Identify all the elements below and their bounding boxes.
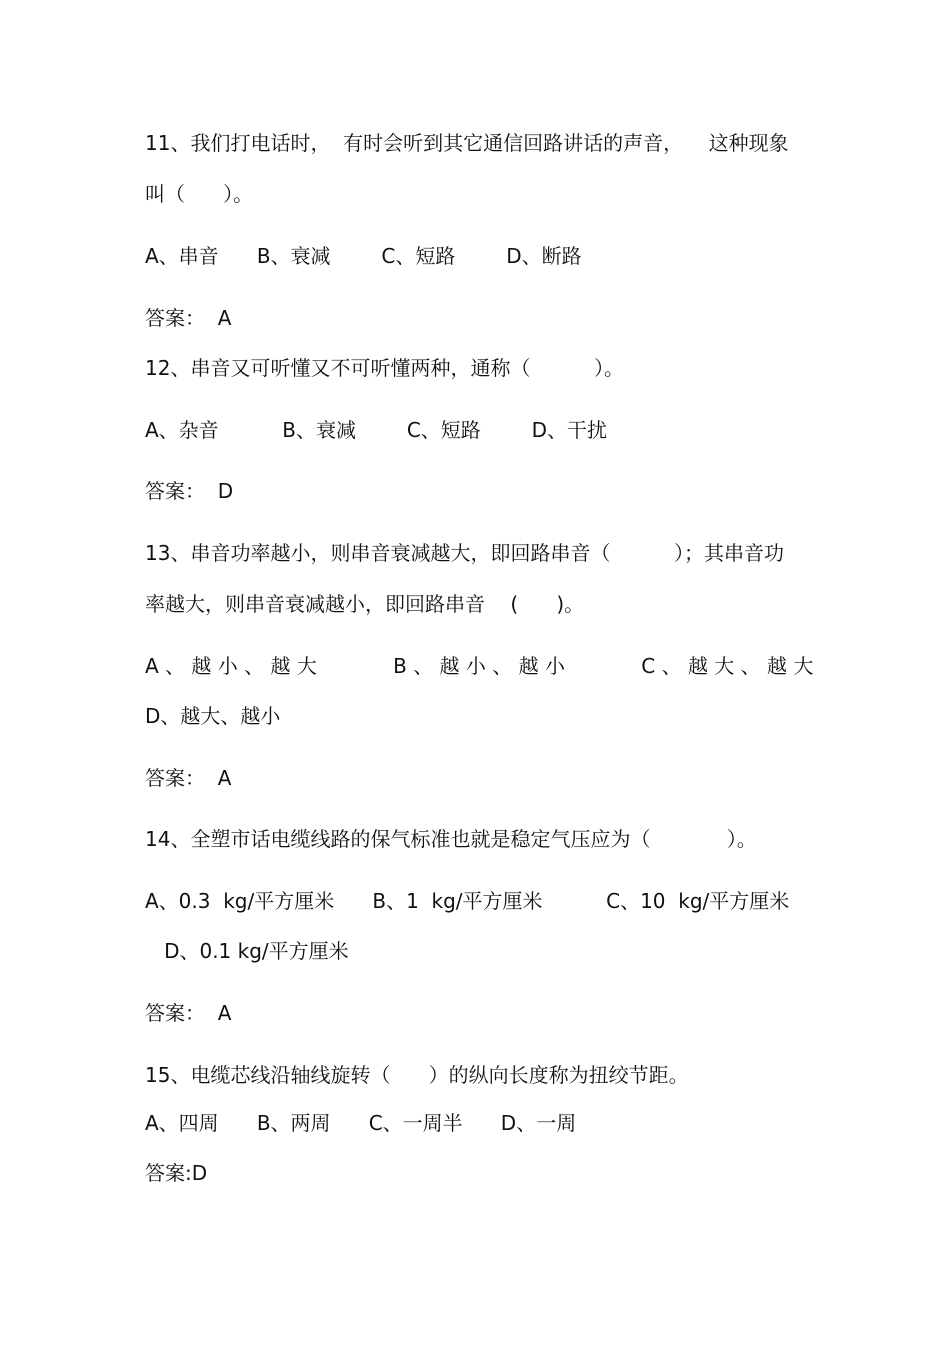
question-12-stem: 12、串音又可听懂又不可听懂两种，通称（ ）。 xyxy=(145,356,625,380)
question-11-stem-line-1: 11、我们打电话时， 有时会听到其它通信回路讲话的声音， 这种现象 xyxy=(145,131,789,155)
question-15-answer: 答案:D xyxy=(145,1161,208,1185)
question-13-stem-line-1: 13、串音功率越小，则串音衰减越大，即回路串音（ ）；其串音功 xyxy=(145,541,785,565)
question-13-stem-line-2: 率越大，则串音衰减越小，即回路串音 ( )。 xyxy=(145,592,585,616)
question-14-stem: 14、全塑市话电缆线路的保气标准也就是稳定气压应为（ ）。 xyxy=(145,827,757,851)
question-13-options-line-2: D、越大、越小 xyxy=(145,704,281,728)
question-14-options-line-2: D、0.1 kg/平方厘米 xyxy=(145,939,349,963)
question-11-stem-line-2: 叫（ ）。 xyxy=(145,182,254,206)
question-11-answer: 答案： A xyxy=(145,306,232,330)
question-12-options: A、杂音 B、衰减 C、短路 D、干扰 xyxy=(145,418,608,442)
question-15-options: A、四周 B、两周 C、一周半 D、一周 xyxy=(145,1111,577,1135)
question-14-options-line-1: A、0.3 kg/平方厘米 B、1 kg/平方厘米 C、10 kg/平方厘米 xyxy=(145,889,790,913)
question-14-answer: 答案： A xyxy=(145,1001,232,1025)
question-13-answer: 答案： A xyxy=(145,766,232,790)
question-15-stem: 15、电缆芯线沿轴线旋转（ ）的纵向长度称为扭绞节距。 xyxy=(145,1063,689,1087)
question-13-options-line-1: A 、 越 小 、 越 大 B 、 越 小 、 越 小 C 、 越 大 、 越 大 xyxy=(145,654,814,678)
question-11-options: A、串音 B、衰减 C、短路 D、断路 xyxy=(145,244,582,268)
question-12-answer: 答案： D xyxy=(145,479,234,503)
